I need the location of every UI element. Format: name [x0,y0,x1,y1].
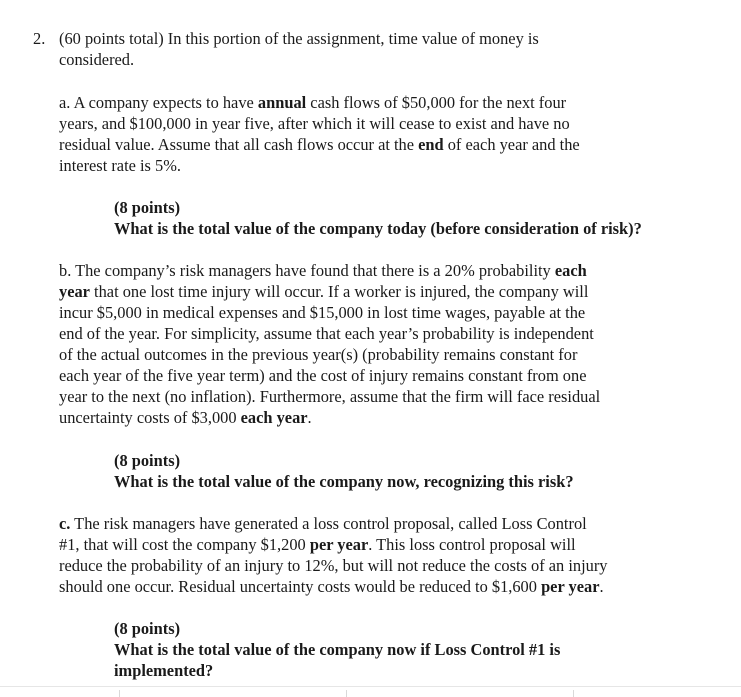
text-run: . This loss control proposal will [368,535,576,554]
part-c-points-label: (8 points) [114,619,181,638]
ruler-tick [346,690,347,697]
part-a-points-label: (8 points) [114,198,181,217]
text-run: cash flows of $50,000 for the next four [306,93,567,112]
question-intro-line: considered. [59,50,135,69]
part-c-points [114,618,724,681]
paragraph-line [59,281,699,302]
part-a-paragraph [59,92,699,176]
paragraph-line [59,513,699,534]
question-number: 2. [33,29,46,48]
text-run: that one lost time injury will occur. If a worker is injured, the company will [89,282,589,301]
text-run: incur $5,000 in medical expenses and $15,000 in lost time wages, payable at the [59,303,586,322]
part-c-prompt-line: What is the total value of the company now if Loss Control #1 is [114,640,561,659]
bold-text-run: per year [541,577,600,596]
ruler-tick [573,690,574,697]
text-run: year to the next (no inflation). Furthermore, assume that the firm will face residual [59,387,601,406]
paragraph-line [59,407,699,428]
text-run: . [307,408,312,427]
paragraph-line [59,386,699,407]
part-b-prompt: What is the total value of the company now, recognizing this risk? [114,472,574,491]
paragraph-line [59,555,699,576]
text-run: years, and $100,000 in year five, after which it will cease to exist and have no [59,114,570,133]
text-run: #1, that will cost the company $1,200 [59,535,310,554]
paragraph-line [59,576,699,597]
part-a-prompt: What is the total value of the company today (before consideration of risk)? [114,219,642,238]
bold-text-run: each year [240,408,308,427]
paragraph-line [59,344,699,365]
paragraph-line [59,134,699,155]
paragraph-line [59,155,699,176]
page-bottom-divider [0,686,741,687]
text-run: reduce the probability of an injury to 12%, but will not reduce the costs of an injury [59,556,608,575]
text-run: a. A company expects to have [59,93,258,112]
text-run: residual value. Assume that all cash flows occur at the [59,135,419,154]
text-run: end of the year. For simplicity, assume that each year’s probability is independent [59,324,594,343]
bold-text-run: year [59,282,90,301]
part-b-paragraph [59,260,699,428]
paragraph-line [59,113,699,134]
bold-text-run: end [418,135,444,154]
ruler-tick [119,690,120,697]
question-intro-line: (60 points total) In this portion of the assignment, time value of money is [59,29,539,48]
part-c-paragraph [59,513,699,597]
text-run: interest rate is 5%. [59,156,181,175]
text-run: uncertainty costs of $3,000 [59,408,241,427]
paragraph-line [59,92,699,113]
paragraph-line [59,302,699,323]
part-b-points-label: (8 points) [114,451,181,470]
paragraph-line [59,365,699,386]
bold-text-run: per year [309,535,369,554]
text-run: each year of the five year term) and the cost of injury remains constant from one [59,366,587,385]
part-a-points [114,197,724,239]
bold-text-run: each [554,261,587,280]
text-run: The risk managers have generated a loss control proposal, called Loss Control [70,514,587,533]
bold-text-run: annual [257,93,307,112]
question-intro [59,28,699,70]
text-run: of the actual outcomes in the previous year(s) (probability remains constant for [59,345,578,364]
paragraph-line [59,323,699,344]
paragraph-line [59,534,699,555]
paragraph-line [59,260,699,281]
text-run: of each year and the [443,135,580,154]
text-run: b. The company’s risk managers have found that there is a 20% probability [59,261,555,280]
part-b-points [114,450,724,492]
bold-text-run: c. [59,514,71,533]
text-run: should one occur. Residual uncertainty costs would be reduced to $1,600 [59,577,542,596]
part-c-prompt-line: implemented? [114,661,214,680]
text-run: . [599,577,604,596]
